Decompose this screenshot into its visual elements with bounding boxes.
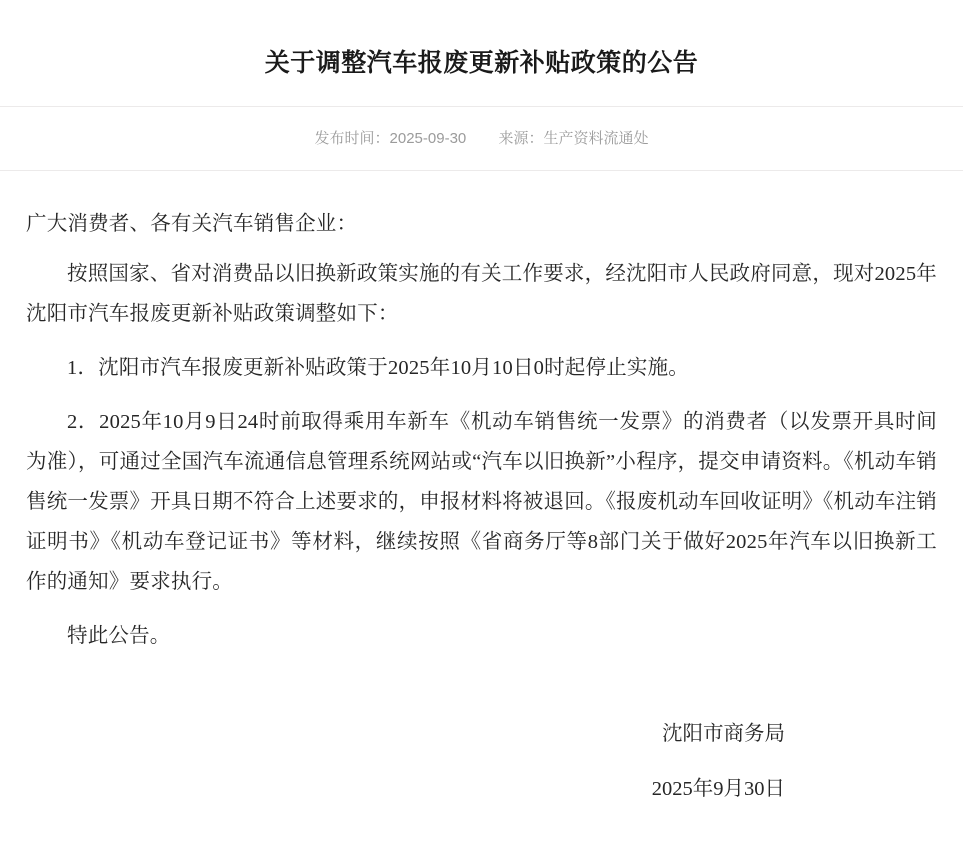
paragraph-item-1: 1．沈阳市汽车报废更新补贴政策于2025年10月10日0时起停止实施。 bbox=[67, 357, 689, 380]
publish-time bbox=[315, 127, 467, 148]
source-value: 生产资料流通处 bbox=[543, 130, 649, 148]
publish-time-label: 发布时间： bbox=[314, 130, 390, 148]
signature-date: 2025年9月30日 bbox=[651, 777, 785, 800]
document-body bbox=[0, 171, 963, 809]
page-title: 关于调整汽车报废更新补贴政策的公告 bbox=[264, 48, 699, 77]
document-page bbox=[0, 17, 963, 864]
source-label: 来源： bbox=[498, 130, 544, 148]
paragraph-closing: 特此公告。 bbox=[67, 624, 171, 647]
signature-organization: 沈阳市商务局 bbox=[662, 722, 785, 745]
publish-time-value: 2025-09-30 bbox=[389, 130, 467, 148]
source bbox=[498, 127, 648, 148]
paragraph-item-2: 2．2025年10月9日24时前取得乘用车新车《机动车销售统一发票》的消费者（以发票开具时间为准），可通过全国汽车流通信息管理系统网站或“汽车以旧换新”小程序，提交申请资料。《机动车销售统一发票》开具日期不符合上述要求的，申报材料将被退回。《报废机动车回收证明》《机动车注销证明书》《机动车登记证书》等材料，继续按照《省商务厅等8部门关于做好2025年汽车以旧换新工作的通知》要求执行。 bbox=[26, 411, 937, 593]
document-meta bbox=[0, 107, 963, 148]
signature-block bbox=[26, 715, 937, 809]
paragraph-salutation: 广大消费者、各有关汽车销售企业： bbox=[26, 213, 358, 236]
paragraph-intro: 按照国家、省对消费品以旧换新政策实施的有关工作要求，经沈阳市人民政府同意，现对2025年沈阳市汽车报废更新补贴政策调整如下： bbox=[26, 263, 937, 326]
